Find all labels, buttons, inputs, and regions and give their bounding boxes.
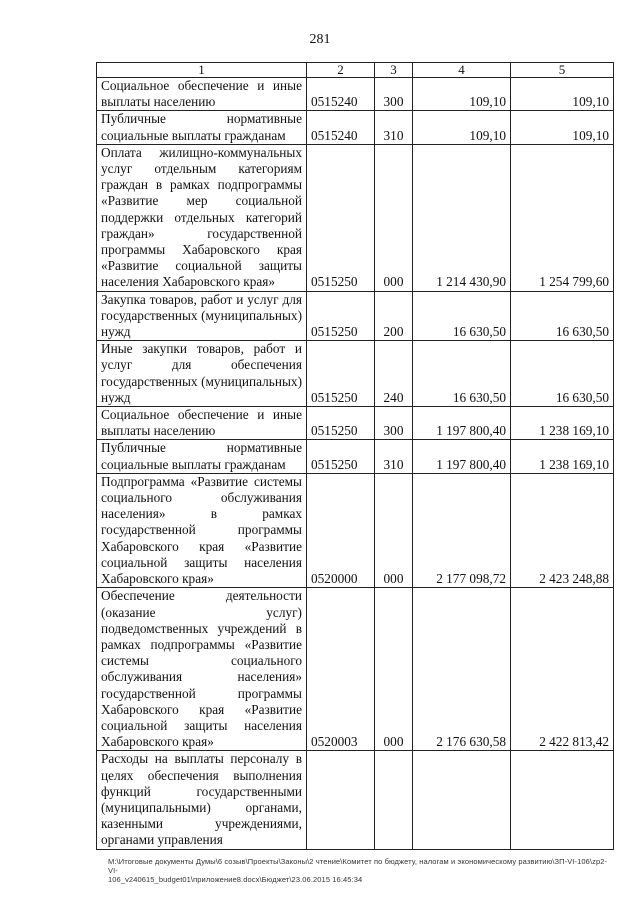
row-sum1: 1 214 430,90 xyxy=(413,144,511,291)
table-row xyxy=(97,341,614,407)
row-vr: 300 xyxy=(375,407,413,440)
row-vr: 310 xyxy=(375,440,413,473)
row-sum2: 109,10 xyxy=(511,111,614,144)
row-vr: 000 xyxy=(375,588,413,751)
column-header-code: 2 xyxy=(307,63,375,78)
file-path-footer xyxy=(108,857,608,884)
row-sum1: 16 630,50 xyxy=(413,291,511,341)
row-code: 0515250 xyxy=(307,440,375,473)
table-row xyxy=(97,111,614,144)
row-sum2: 2 422 813,42 xyxy=(511,588,614,751)
column-header-vr: 3 xyxy=(375,63,413,78)
row-code: 0515240 xyxy=(307,111,375,144)
row-sum2: 1 238 169,10 xyxy=(511,407,614,440)
row-sum1: 16 630,50 xyxy=(413,341,511,407)
row-name: Социальное обеспечение и иные выплаты населению xyxy=(97,407,307,440)
row-code: 0515250 xyxy=(307,291,375,341)
row-vr: 200 xyxy=(375,291,413,341)
row-sum2: 16 630,50 xyxy=(511,291,614,341)
row-name: Социальное обеспечение и иные выплаты населению xyxy=(97,78,307,111)
column-header-name: 1 xyxy=(97,63,307,78)
column-header-sum2: 5 xyxy=(511,63,614,78)
row-name: Иные закупки товаров, работ и услуг для обеспечения государственных (муниципальных) нужд xyxy=(97,341,307,407)
row-name: Закупка товаров, работ и услуг для государственных (муниципальных) нужд xyxy=(97,291,307,341)
row-code: 0515240 xyxy=(307,78,375,111)
row-vr: 240 xyxy=(375,341,413,407)
row-vr xyxy=(375,751,413,849)
row-name: Публичные нормативные социальные выплаты гражданам xyxy=(97,111,307,144)
budget-table xyxy=(96,62,614,850)
row-vr: 310 xyxy=(375,111,413,144)
column-header-sum1: 4 xyxy=(413,63,511,78)
table-header-row xyxy=(97,63,614,78)
table-row xyxy=(97,588,614,751)
row-code xyxy=(307,751,375,849)
row-code: 0515250 xyxy=(307,144,375,291)
footer-line-2: 106_v240615_budget01\приложение8.docx\Бюджет\23.06.2015 16:45:34 xyxy=(108,875,363,884)
row-name: Расходы на выплаты персоналу в целях обеспечения выполнения функций государственными (муниципальными) органами, казенными учреждениями, органами управления xyxy=(97,751,307,849)
row-sum2: 1 238 169,10 xyxy=(511,440,614,473)
table-row xyxy=(97,291,614,341)
row-sum1: 1 197 800,40 xyxy=(413,407,511,440)
row-name: Подпрограмма «Развитие системы социального обслуживания населения» в рамках государственной программы Хабаровского края «Развитие социальной защиты населения Хабаровского края» xyxy=(97,473,307,587)
row-sum2: 16 630,50 xyxy=(511,341,614,407)
row-sum1: 2 176 630,58 xyxy=(413,588,511,751)
row-sum1: 109,10 xyxy=(413,78,511,111)
row-sum2: 1 254 799,60 xyxy=(511,144,614,291)
row-sum1: 109,10 xyxy=(413,111,511,144)
row-vr: 300 xyxy=(375,78,413,111)
footer-line-1: M:\Итоговые документы Думы\6 созыв\Проекты\Законы\2 чтение\Комитет по бюджету, налогам и экономическому развитию\ЗП-VI-106\zp2-VI- xyxy=(108,857,608,875)
row-sum1 xyxy=(413,751,511,849)
row-vr: 000 xyxy=(375,473,413,587)
table-row xyxy=(97,144,614,291)
table-row xyxy=(97,751,614,849)
row-sum1: 1 197 800,40 xyxy=(413,440,511,473)
table-row xyxy=(97,473,614,587)
row-name: Оплата жилищно-коммунальных услуг отдельным категориям граждан в рамках подпрограммы «Развитие мер социальной поддержки отдельных категорий граждан» государственной программы Хабаровского края «Развитие социальной защиты населения Хабаровского края» xyxy=(97,144,307,291)
row-sum1: 2 177 098,72 xyxy=(413,473,511,587)
row-name: Публичные нормативные социальные выплаты гражданам xyxy=(97,440,307,473)
row-vr: 000 xyxy=(375,144,413,291)
row-code: 0515250 xyxy=(307,341,375,407)
row-name: Обеспечение деятельности (оказание услуг) подведомственных учреждений в рамках подпрограммы «Развитие системы социального обслуживания населения» государственной программы Хабаровского края «Развитие социальной защиты населения Хабаровского края» xyxy=(97,588,307,751)
table-row xyxy=(97,440,614,473)
row-code: 0520003 xyxy=(307,588,375,751)
row-sum2: 2 423 248,88 xyxy=(511,473,614,587)
row-code: 0515250 xyxy=(307,407,375,440)
row-code: 0520000 xyxy=(307,473,375,587)
page-number: 281 xyxy=(309,32,331,47)
table-row xyxy=(97,78,614,111)
row-sum2 xyxy=(511,751,614,849)
table-row xyxy=(97,407,614,440)
row-sum2: 109,10 xyxy=(511,78,614,111)
